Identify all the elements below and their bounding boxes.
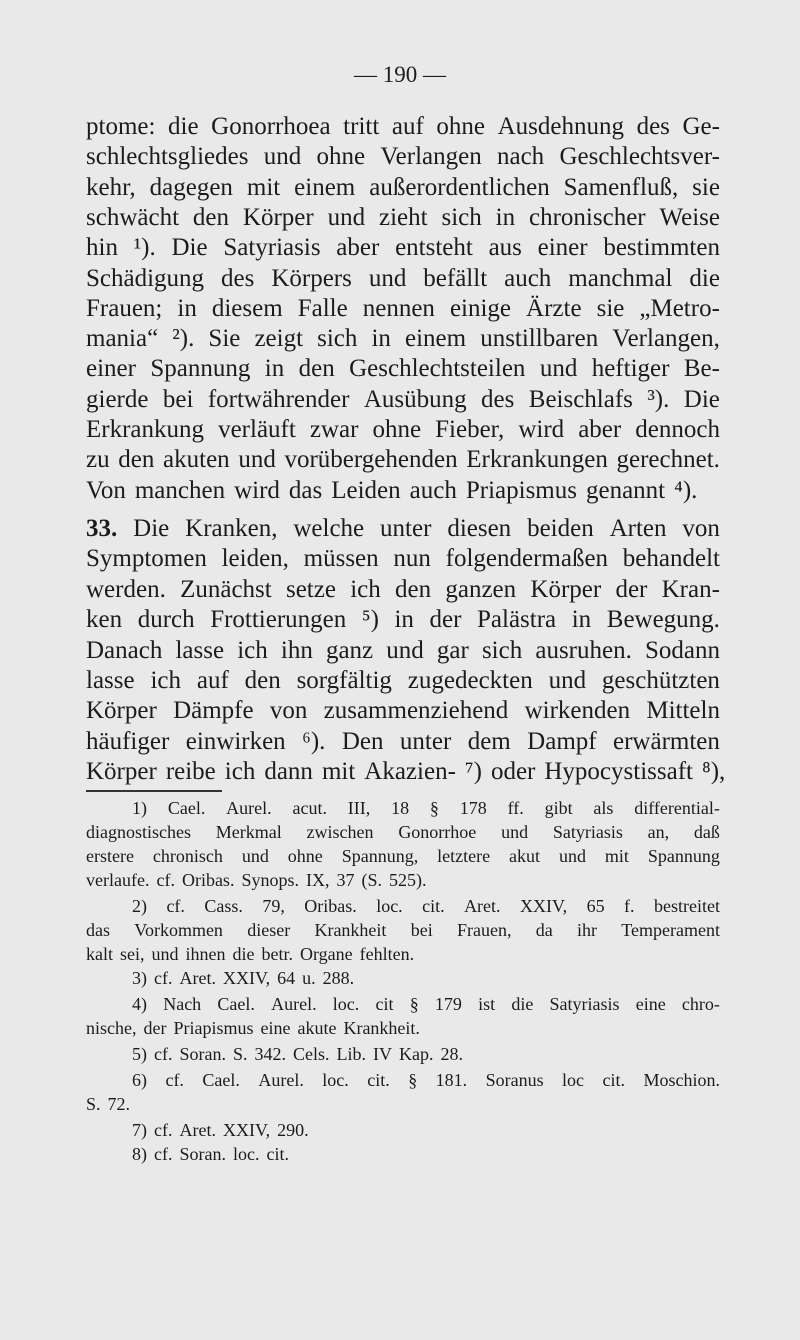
body-line: schlechtsgliedes und ohne Verlangen nach Geschlechtsver- <box>86 143 720 171</box>
footnote-line: 2) cf. Cass. 79, Oribas. loc. cit. Aret. XXIV, 65 f. bestreitet <box>132 896 720 916</box>
footnote-line: 4) Nach Cael. Aurel. loc. cit § 179 ist die Satyriasis eine chro- <box>132 994 720 1014</box>
body-line: ken durch Frottierungen ⁵) in der Palästra in Bewegung. <box>86 606 720 634</box>
footnote-line: 8) cf. Soran. loc. cit. <box>132 1144 289 1164</box>
body-line: 33. Die Kranken, welche unter diesen beiden Arten von <box>86 515 720 542</box>
body-line: Von manchen wird das Leiden auch Priapismus genannt ⁴). <box>86 476 698 504</box>
footnote-line: 6) cf. Cael. Aurel. loc. cit. § 181. Soranus loc cit. Moschion. <box>132 1070 720 1090</box>
page-number: — 190 — <box>354 62 446 87</box>
footnote-line: nische, der Priapismus eine akute Krankheit. <box>86 1018 420 1038</box>
body-line: Danach lasse ich ihn ganz und gar sich ausruhen. Sodann <box>86 636 720 664</box>
footnote-line: verlaufe. cf. Oribas. Synops. IX, 37 (S. 525). <box>86 870 427 890</box>
body-line: lasse ich auf den sorgfältig zugedeckten und geschützten <box>86 667 720 694</box>
body-line: Körper reibe ich dann mit Akazien- ⁷) oder Hypocystissaft ⁸), <box>86 758 726 786</box>
body-line: häufiger einwirken ⁶). Den unter dem Dampf erwärmten <box>86 727 720 755</box>
body-line: werden. Zunächst setze ich den ganzen Körper der Kran- <box>86 575 720 603</box>
body-line: Symptomen leiden, müssen nun folgendermaßen behandelt <box>86 545 720 573</box>
body-line: gierde bei fortwährender Ausübung des Beischlafs ³). Die <box>86 385 720 413</box>
body-line: kehr, dagegen mit einem außerordentlichen Samenfluß, sie <box>86 173 720 201</box>
body-line: zu den akuten und vorübergehenden Erkrankungen gerechnet. <box>86 446 720 474</box>
body-line: hin ¹). Die Satyriasis aber entsteht aus einer bestimmten <box>86 234 720 262</box>
body-line: Körper Dämpfe von zusammenziehend wirkenden Mitteln <box>86 697 720 725</box>
footnote-line: kalt sei, und ihnen die betr. Organe fehlten. <box>86 944 415 964</box>
footnote-line: S. 72. <box>86 1094 131 1114</box>
footnote-line: 5) cf. Soran. S. 342. Cels. Lib. IV Kap. 28. <box>132 1044 464 1064</box>
footnote-line: 1) Cael. Aurel. acut. III, 18 § 178 ff. gibt als differential- <box>132 798 720 818</box>
footnote-line: erstere chronisch und ohne Spannung, letztere akut und mit Spannung <box>86 846 720 866</box>
footnote-separator <box>86 790 222 792</box>
body-line: einer Spannung in den Geschlechtsteilen und heftiger Be- <box>86 355 720 383</box>
footnote-line: diagnostisches Merkmal zwischen Gonorrhoe und Satyriasis an, daß <box>86 822 720 842</box>
body-line: Erkrankung verläuft zwar ohne Fieber, wird aber dennoch <box>86 416 720 443</box>
body-line: ptome: die Gonorrhoea tritt auf ohne Ausdehnung des Ge- <box>86 113 720 140</box>
body-line: Frauen; in diesem Falle nennen einige Ärzte sie „Metro- <box>86 294 720 322</box>
footnote-line: das Vorkommen dieser Krankheit bei Frauen, da ihr Temperament <box>86 920 720 940</box>
body-line: schwächt den Körper und zieht sich in chronischer Weise <box>86 203 720 231</box>
body-line: mania“ ²). Sie zeigt sich in einem unstillbaren Verlangen, <box>86 325 720 353</box>
footnote-line: 7) cf. Aret. XXIV, 290. <box>132 1120 309 1140</box>
body-line: Schädigung des Körpers und befällt auch manchmal die <box>86 264 720 292</box>
footnote-line: 3) cf. Aret. XXIV, 64 u. 288. <box>132 968 355 988</box>
